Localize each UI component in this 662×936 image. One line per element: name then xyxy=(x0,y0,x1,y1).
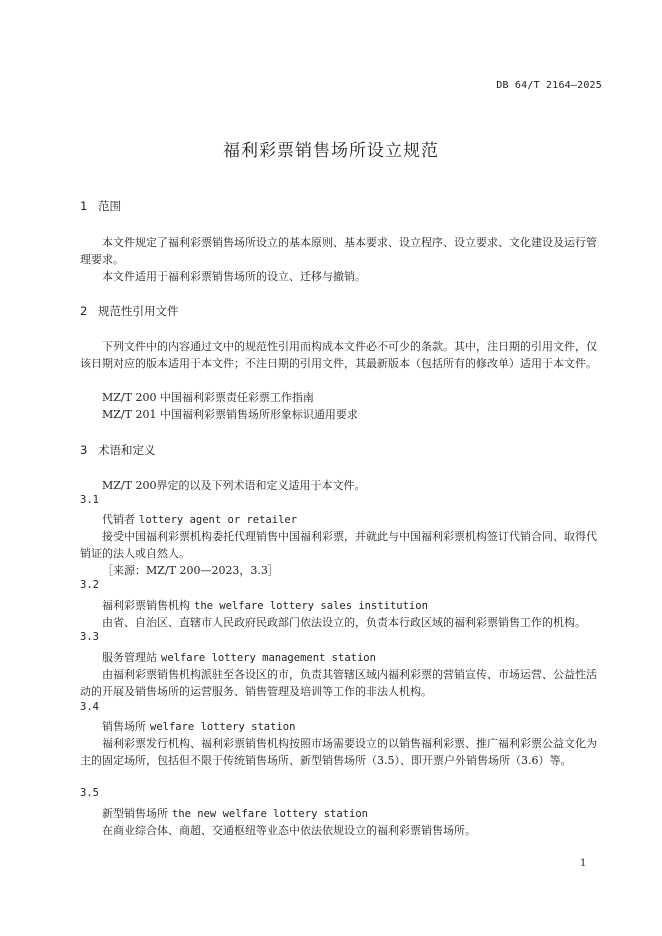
section-heading-1 xyxy=(80,198,121,214)
document-number: DB 64/T 2164—2025 xyxy=(496,80,602,91)
paragraph: 本文件规定了福利彩票销售场所设立的基本原则、基本要求、设立程序、设立要求、文化建设及运行管理要求。 xyxy=(80,236,597,266)
term-definition: 由省、自治区、直辖市人民政府民政部门依法设立的，负责本行政区域的福利彩票销售工作的机构。 xyxy=(102,616,586,629)
term-definition: 福利彩票发行机构、福利彩票销售机构按照市场需要设立的以销售福利彩票、推广福利彩票公益文化为主的固定场所，包括但不限于传统销售场所、新型销售场所（3.5）、即开票户外销售场所（3.6）等。 xyxy=(80,737,597,767)
term-number: 3.3 xyxy=(80,631,99,643)
section-number: 2 xyxy=(80,304,88,318)
page-number: 1 xyxy=(580,858,587,869)
term-cn: 代销者 xyxy=(102,513,135,526)
section-title: 术语和定义 xyxy=(98,443,156,457)
term-number: 3.5 xyxy=(80,787,99,799)
section-heading-3 xyxy=(80,442,156,458)
term-cn: 服务管理站 xyxy=(102,651,157,664)
reference-item: MZ/T 201 中国福利彩票销售场所形象标识通用要求 xyxy=(102,408,358,421)
term-number: 3.4 xyxy=(80,701,99,713)
term-en: the new welfare lottery station xyxy=(172,808,368,820)
term-heading xyxy=(102,718,295,734)
term-en: welfare lottery station xyxy=(150,721,296,733)
term-definition: 在商业综合体、商超、交通枢纽等业态中依法依规设立的福利彩票销售场所。 xyxy=(102,824,476,837)
paragraph: MZ/T 200界定的以及下列术语和定义适用于本文件。 xyxy=(102,479,366,492)
page-title: 福利彩票销售场所设立规范 xyxy=(223,141,439,161)
term-heading xyxy=(102,805,368,821)
reference-item: MZ/T 200 中国福利彩票责任彩票工作指南 xyxy=(102,391,314,404)
section-number: 3 xyxy=(80,443,88,457)
section-number: 1 xyxy=(80,199,88,213)
term-en: welfare lottery management station xyxy=(161,652,376,664)
paragraph: 下列文件中的内容通过文中的规范性引用而构成本文件必不可少的条款。其中，注日期的引用文件，仅该日期对应的版本适用于本文件；不注日期的引用文件，其最新版本（包括所有的修改单）适用于本文件。 xyxy=(80,340,597,370)
term-cn: 销售场所 xyxy=(102,720,146,733)
term-cn: 新型销售场所 xyxy=(102,807,168,820)
term-definition: 由福利彩票销售机构派驻至各设区的市，负责其管辖区域内福利彩票的营销宣传、市场运营、公益性活动的开展及销售场所的运营服务、销售管理及培训等工作的非法人机构。 xyxy=(80,668,597,698)
section-title: 范围 xyxy=(98,199,121,213)
term-definition: 接受中国福利彩票机构委托代理销售中国福利彩票，并就此与中国福利彩票机构签订代销合同、取得代销证的法人或自然人。 xyxy=(80,530,597,560)
section-heading-2 xyxy=(80,303,179,319)
section-title: 规范性引用文件 xyxy=(98,304,179,318)
term-en: the welfare lottery sales institution xyxy=(194,600,428,612)
term-number: 3.2 xyxy=(80,579,99,591)
term-source: ［来源：MZ/T 200—2023，3.3］ xyxy=(102,564,279,577)
term-heading xyxy=(102,511,297,527)
term-heading xyxy=(102,597,428,613)
term-heading xyxy=(102,649,376,665)
term-en: lottery agent or retailer xyxy=(139,514,298,526)
term-cn: 福利彩票销售机构 xyxy=(102,599,190,612)
paragraph: 本文件适用于福利彩票销售场所的设立、迁移与撤销。 xyxy=(102,270,366,283)
term-number: 3.1 xyxy=(80,494,99,506)
